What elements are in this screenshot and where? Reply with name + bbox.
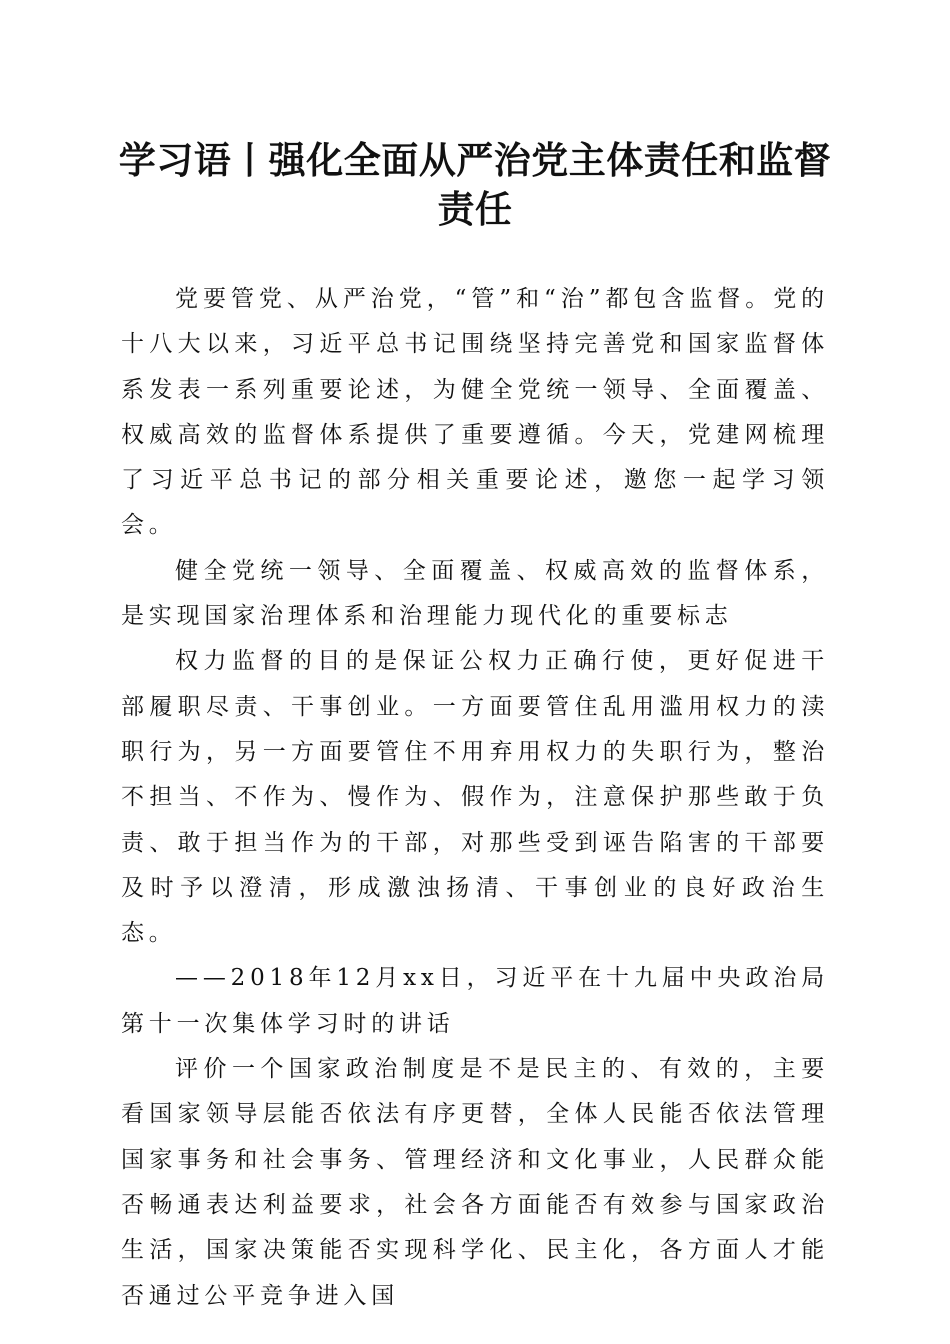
- document-body: [121, 277, 829, 1319]
- paragraph-evaluation: 评价一个国家政治制度是不是民主的、有效的，主要看国家领导层能否依法有序更替，全体人民能否依法管理国家事务和社会事务、管理经济和文化事业，人民群众能否畅通表达利益要求，社会各方面能否有效参与国家政治生活，国家决策能否实现科学化、民主化，各方面人才能否通过公平竞争进入国: [121, 1056, 829, 1309]
- paragraph-source: ——2018年12月xx日，习近平在十九届中央政治局第十一次集体学习时的讲话: [121, 965, 829, 1037]
- paragraph-intro: 党要管党、从严治党，“管”和“治”都包含监督。党的十八大以来，习近平总书记围绕坚持完善党和国家监督体系发表一系列重要论述，为健全党统一领导、全面覆盖、权威高效的监督体系提供了重要遵循。今天，党建网梳理了习近平总书记的部分相关重要论述，邀您一起学习领会。: [121, 286, 829, 539]
- paragraph-quote: 权力监督的目的是保证公权力正确行使，更好促进干部履职尽责、干事创业。一方面要管住乱用滥用权力的渎职行为，另一方面要管住不用弃用权力的失职行为，整治不担当、不作为、慢作为、假作为，注意保护那些敢于负责、敢于担当作为的干部，对那些受到诬告陷害的干部要及时予以澄清，形成激浊扬清、干事创业的良好政治生态。: [121, 648, 829, 947]
- paragraph-heading: 健全党统一领导、全面覆盖、权威高效的监督体系，是实现国家治理体系和治理能力现代化的重要标志: [121, 557, 829, 630]
- document-title: 学习语丨强化全面从严治党主体责任和监督责任: [118, 138, 832, 231]
